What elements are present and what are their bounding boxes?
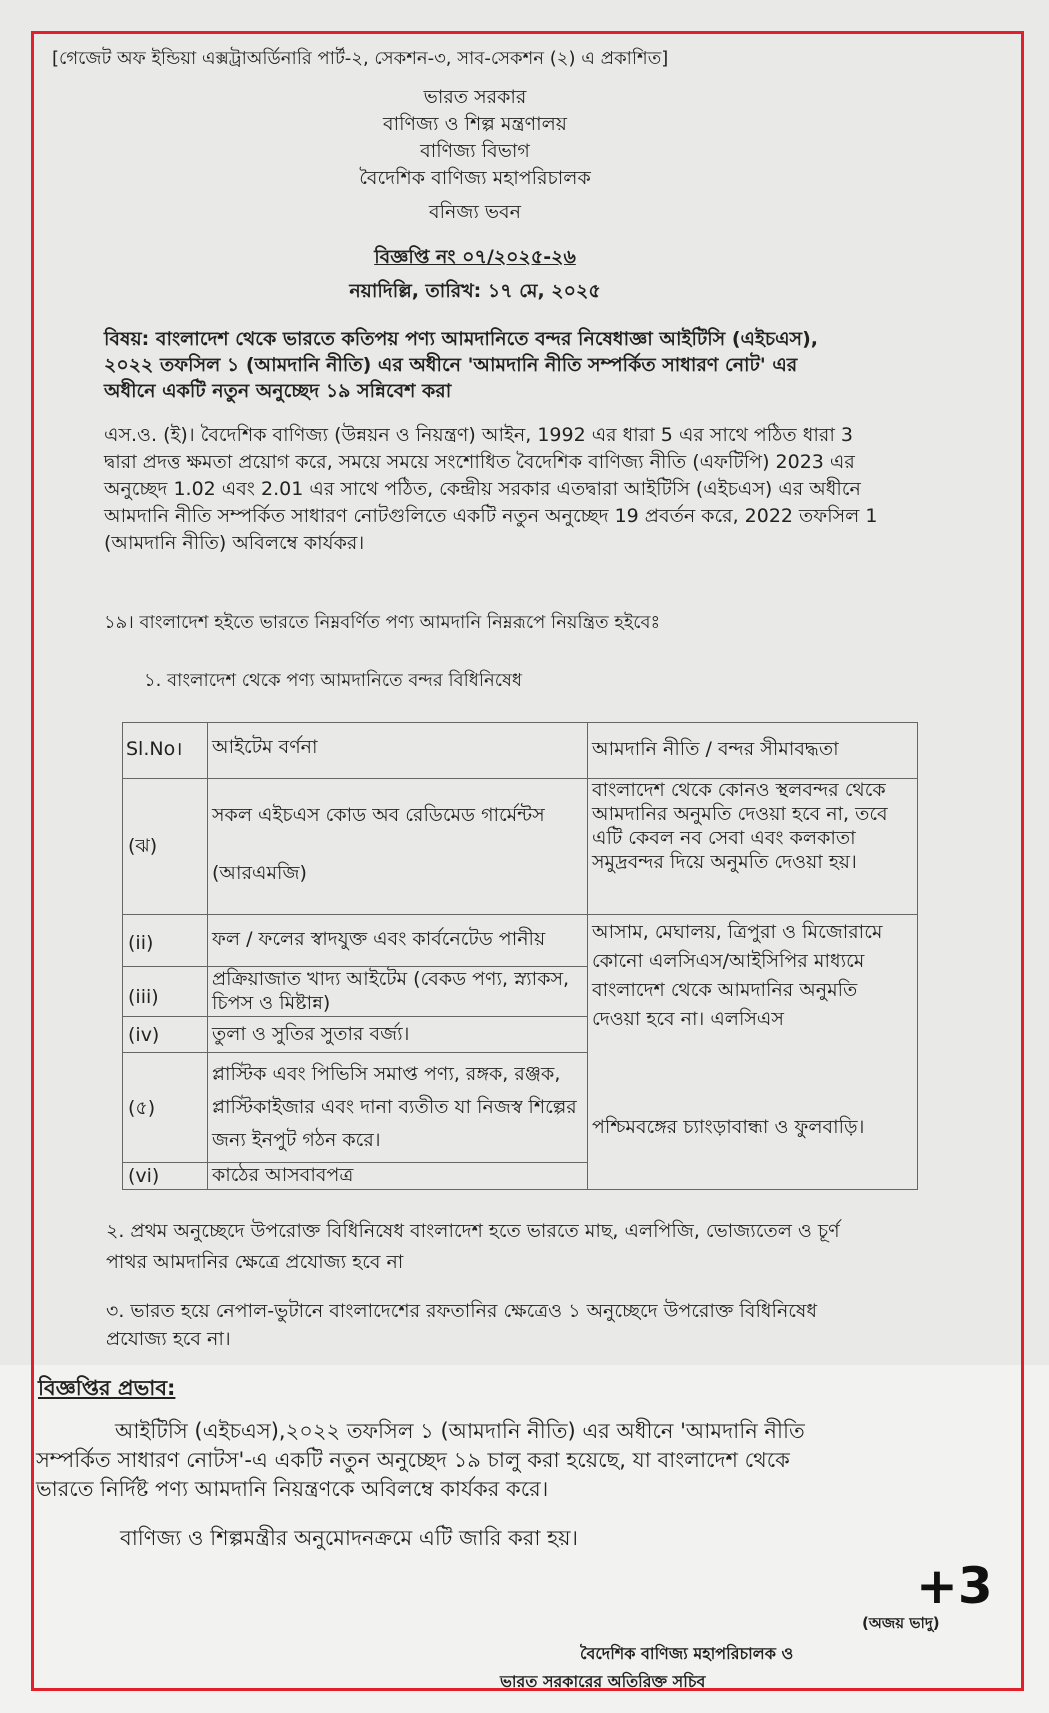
place-date: নয়াদিল্লি, তারিখ: ১৭ মে, ২০২৫	[349, 280, 601, 302]
row-4-description: তুলা ও সুতির সুতার বর্জ্য।	[212, 1023, 410, 1045]
item-3-line-1: ৩. ভারত হয়ে নেপাল-ভুটানে বাংলাদেশের রফতানির ক্ষেত্রেও ১ অনুচ্ছেদে উপরোক্ত বিধিনিষেধ	[106, 1300, 818, 1322]
row-6-description: কাঠের আসবাবপত্র	[212, 1164, 354, 1186]
effect-line-3: ভারতে নির্দিষ্ট পণ্য আমদানি নিয়ন্ত্রণকে অবিলম্বে কার্যকর করে।	[36, 1477, 549, 1501]
row-5-description: প্লাস্টিক এবং পিভিসি সমাপ্ত পণ্য, রঙ্গক, রঞ্জক, প্লাস্টিকাইজার এবং দানা ব্যতীত যা নিজস্ব শিল্পের জন্য ইনপুট গঠন করে।	[212, 1063, 577, 1151]
row-3-description: প্রক্রিয়াজাত খাদ্য আইটেম (বেকড পণ্য, স্ন্যাকস, চিপস ও মিষ্টান্ন)	[212, 968, 570, 1014]
body-line-4: আমদানি নীতি সম্পর্কিত সাধারণ নোটগুলিতে একটি নতুন অনুচ্ছেদ 19 প্রবর্তন করে, 2022 তফসিল 1	[104, 505, 878, 527]
item-1-heading: ১. বাংলাদেশ থেকে পণ্য আমদানিতে বন্দর বিধিনিষেধ	[144, 670, 523, 691]
subject-line-3: অধীনে একটি নতুন অনুচ্ছেদ ১৯ সন্নিবেশ করা	[104, 380, 452, 402]
header-dgft: বৈদেশিক বাণিজ্য মহাপরিচালক	[359, 167, 591, 189]
row-2-description: ফল / ফলের স্বাদযুক্ত এবং কার্বনেটেড পানীয়	[212, 928, 546, 950]
item-2-line-2: পাথর আমদানির ক্ষেত্রে প্রযোজ্য হবে না	[106, 1251, 404, 1273]
approval-line: বাণিজ্য ও শিল্পমন্ত্রীর অনুমোদনক্রমে এটি জারি করা হয়।	[120, 1526, 579, 1550]
header-department: বাণিজ্য বিভাগ	[420, 140, 530, 162]
signatory-name: (অজয় ভাদু)	[862, 1614, 940, 1632]
row-3-slno: (iii)	[128, 986, 159, 1008]
gazette-line: [গেজেট অফ ইন্ডিয়া এক্সট্রাঅর্ডিনারি পার্ট-২, সেকশন-৩, সাব-সেকশন (২) এ প্রকাশিত]	[52, 48, 669, 69]
row-2-slno: (ii)	[128, 932, 154, 954]
row-1-description-b: (আরএমজি)	[212, 862, 307, 884]
effect-line-1: আইটিসি (এইচএস),২০২২ তফসিল ১ (আমদানি নীতি) এর অধীনে 'আমদানি নীতি	[115, 1419, 805, 1443]
subject-line-2: ২০২২ তফসিল ১ (আমদানি নীতি) এর অধীনে 'আমদানি নীতি সম্পর্কিত সাধারণ নোট' এর	[104, 354, 798, 376]
rows-2-6-policy: আসাম, মেঘালয়, ত্রিপুরা ও মিজোরামে কোনো এলসিএস/আইসিপির মাধ্যমে বাংলাদেশ থেকে আমদানির অনুমতি দেওয়া হবে না। এলসিএস	[592, 921, 883, 1030]
effect-heading: বিজ্ঞপ্তির প্রভাব:	[38, 1376, 176, 1400]
port-restriction-table	[122, 722, 918, 1190]
body-line-1: এস.ও. (ই)। বৈদেশিক বাণিজ্য (উন্নয়ন ও নিয়ন্ত্রণ) আইন, 1992 এর ধারা 5 এর সাথে পঠিত ধারা 3	[104, 424, 853, 446]
signatory-title-2: ভারত সরকারের অতিরিক্ত সচিব	[500, 1672, 706, 1691]
row-5-slno: (৫)	[128, 1097, 156, 1119]
row-1-policy: বাংলাদেশ থেকে কোনও স্থলবন্দর থেকে আমদানির অনুমতি দেওয়া হবে না, তবে এটি কেবল নব সেবা এবং কলকাতা সমুদ্রবন্দর দিয়ে অনুমতি দেওয়া হয়।	[592, 779, 888, 873]
more-images-badge[interactable]: +3	[916, 1557, 993, 1615]
col-header-description: আইটেম বর্ণনা	[212, 736, 318, 758]
header-government: ভারত সরকার	[423, 86, 527, 108]
row-6-slno: (vi)	[128, 1165, 160, 1187]
col-header-policy: আমদানি নীতি / বন্দর সীমাবদ্ধতা	[592, 738, 839, 760]
item-3-line-2: প্রযোজ্য হবে না।	[106, 1328, 231, 1350]
row-1-slno: (ঝ)	[128, 835, 158, 857]
signatory-title-1: বৈদেশিক বাণিজ্য মহাপরিচালক ও	[580, 1644, 794, 1663]
header-ministry: বাণিজ্য ও শিল্প মন্ত্রণালয়	[383, 113, 567, 135]
paragraph-19: ১৯। বাংলাদেশ হইতে ভারতে নিম্নবর্ণিত পণ্য আমদানি নিম্নরূপে নিয়ন্ত্রিত হইবেঃ	[104, 612, 661, 633]
item-2-line-1: ২. প্রথম অনুচ্ছেদে উপরোক্ত বিধিনিষেধ বাংলাদেশ হতে ভারতে মাছ, এলপিজি, ভোজ্যতেল ও চূর্ণ	[106, 1220, 840, 1242]
header-bhawan: বনিজ্য ভবন	[429, 201, 521, 223]
notice-number: বিজ্ঞপ্তি নং ০৭/২০২৫-২৬	[374, 246, 576, 268]
col-header-slno: Sl.No।	[126, 738, 183, 760]
row-4-slno: (iv)	[128, 1024, 160, 1046]
body-line-2: দ্বারা প্রদত্ত ক্ষমতা প্রয়োগ করে, সময়ে সময়ে সংশোধিত বৈদেশিক বাণিজ্য নীতি (এফটিপি) 2023 এর	[104, 451, 855, 473]
rows-2-6-policy-tail: পশ্চিমবঙ্গের চ্যাংড়াবান্ধা ও ফুলবাড়ি।	[592, 1116, 865, 1138]
effect-line-2: সম্পর্কিত সাধারণ নোটস'-এ একটি নতুন অনুচ্ছেদ ১৯ চালু করা হয়েছে, যা বাংলাদেশ থেকে	[36, 1448, 790, 1472]
subject-line-1: বিষয়: বাংলাদেশ থেকে ভারতে কতিপয় পণ্য আমদানিতে বন্দর নিষেধাজ্ঞা আইটিসি (এইচএস),	[104, 328, 819, 350]
row-1-description-a: সকল এইচএস কোড অব রেডিমেড গার্মেন্টস	[212, 804, 545, 826]
body-line-5: (আমদানি নীতি) অবিলম্বে কার্যকর।	[104, 532, 365, 554]
body-line-3: অনুচ্ছেদ 1.02 এবং 2.01 এর সাথে পঠিত, কেন্দ্রীয় সরকার এতদ্বারা আইটিসি (এইচএস) এর অধীনে	[104, 478, 861, 500]
